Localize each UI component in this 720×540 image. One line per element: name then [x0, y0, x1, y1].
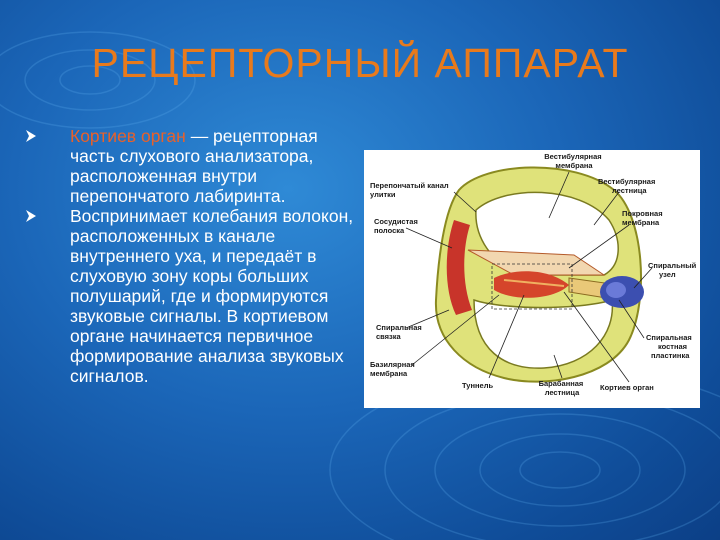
label-tunnel: Туннель [462, 381, 494, 390]
slide-title: РЕЦЕПТОРНЫЙ АППАРАТ [91, 40, 629, 86]
label-basilar-membrane: Базилярная мембрана [370, 360, 415, 378]
label-spiral-lamina: Спиральная костная пластинка [646, 333, 692, 360]
bullet-item-function [20, 206, 360, 386]
bullet-highlight: Кортиев орган [70, 126, 186, 146]
arrow-bullet-icon [25, 129, 37, 143]
label-spiral-ganglion: Спиральный узел [648, 261, 697, 279]
label-vestibular-membrane: Вестибулярная мембрана [544, 152, 602, 170]
arrow-bullet-icon [25, 209, 37, 223]
label-scala-tympani: Барабанная лестница [538, 379, 584, 397]
bullet-list [20, 126, 360, 386]
label-membranous-canal: Перепончатый канал улитки [370, 181, 449, 199]
cochlea-diagram [364, 150, 700, 408]
bullet-text: — рецепторная часть слухового анализатора, расположенная внутри перепончатого лабиринта. [70, 126, 318, 206]
cochlea-cross-section-illustration [364, 150, 700, 408]
bullet-text: Воспринимает колебания волокон, расположенных в канале внутреннего уха, и передаёт в слуховую зону коры больших полушарий, где и формируются звуковые сигналы. В кортиевом органе начинается первичное формирование анализа звуковых сигналов. [70, 206, 354, 386]
label-organ-of-corti: Кортиев орган [600, 383, 654, 392]
label-tectorial-membrane: Покровная мембрана [622, 209, 663, 227]
label-scala-vestibuli: Вестибулярная лестница [598, 177, 656, 195]
label-vascular-stria: Сосудистая полоска [374, 217, 418, 235]
label-spiral-ligament: Спиральная связка [376, 323, 422, 341]
bullet-item-organ-of-corti [20, 126, 360, 206]
